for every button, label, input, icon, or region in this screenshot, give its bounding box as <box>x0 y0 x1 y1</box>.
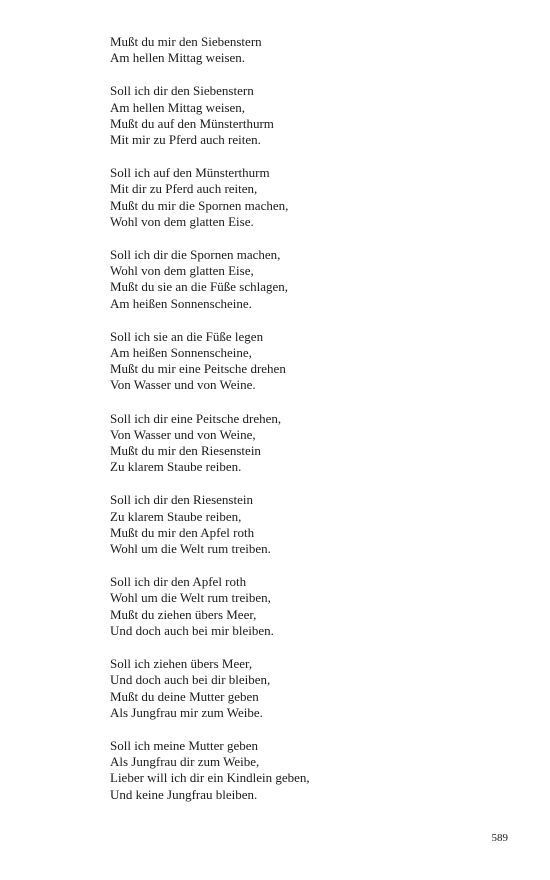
verse-line: Mußt du mir den Riesenstein <box>110 443 261 459</box>
verse-line: Mußt du auf den Münsterthurm <box>110 115 274 131</box>
verse-line: Soll ich dir eine Peitsche drehen, <box>110 410 282 426</box>
verse-line: Mußt du ziehen übers Meer, <box>110 606 257 622</box>
stanza-10 <box>110 738 530 803</box>
verse-line: Mit mir zu Pferd auch reiten. <box>110 132 261 148</box>
stanza-4 <box>110 247 530 312</box>
verse-line: Am hellen Mittag weisen, <box>110 99 246 115</box>
stanza-1 <box>110 34 530 66</box>
verse-line: Mußt du sie an die Füße schlagen, <box>110 279 288 295</box>
stanza-7 <box>110 492 530 557</box>
verse-line: Und doch auch bei mir bleiben. <box>110 622 274 638</box>
verse-line: Wohl um die Welt rum treiben, <box>110 590 271 606</box>
verse-line: Von Wasser und von Weine, <box>110 426 256 442</box>
verse-line: Wohl von dem glatten Eise. <box>110 213 254 229</box>
poem-body <box>110 34 530 820</box>
page-number: 589 <box>491 832 508 844</box>
verse-line: Am heißen Sonnenscheine, <box>110 345 252 361</box>
verse-line: Zu klarem Staube reiben, <box>110 508 242 524</box>
verse-line: Soll ich auf den Münsterthurm <box>110 165 270 181</box>
verse-line: Soll ich ziehen übers Meer, <box>110 656 253 672</box>
verse-line: Als Jungfrau dir zum Weibe, <box>110 754 260 770</box>
verse-line: Am heißen Sonnenscheine. <box>110 295 252 311</box>
stanza-6 <box>110 411 530 476</box>
verse-line: Soll ich meine Mutter geben <box>110 737 259 753</box>
verse-line: Mit dir zu Pferd auch reiten, <box>110 181 258 197</box>
stanza-2 <box>110 83 530 148</box>
verse-line: Zu klarem Staube reiben. <box>110 459 242 475</box>
verse-line: Soll ich dir den Riesenstein <box>110 492 253 508</box>
verse-line: Wohl um die Welt rum treiben. <box>110 541 271 557</box>
stanza-9 <box>110 656 530 721</box>
verse-line: Von Wasser und von Weine. <box>110 377 256 393</box>
verse-line: Mußt du mir den Apfel roth <box>110 524 255 540</box>
verse-line: Wohl von dem glatten Eise, <box>110 263 254 279</box>
verse-line: Mußt du mir den Siebenstern <box>110 34 262 49</box>
verse-line: Soll ich dir den Apfel roth <box>110 574 247 590</box>
verse-line: Lieber will ich dir ein Kindlein geben, <box>110 770 310 786</box>
verse-line: Soll ich sie an die Füße legen <box>110 328 264 344</box>
verse-line: Und keine Jungfrau bleiben. <box>110 786 258 802</box>
verse-line: Mußt du mir die Spornen machen, <box>110 197 289 213</box>
verse-line: Als Jungfrau mir zum Weibe. <box>110 704 263 720</box>
verse-line: Soll ich dir die Spornen machen, <box>110 247 281 263</box>
stanza-5 <box>110 329 530 394</box>
verse-line: Mußt du mir eine Peitsche drehen <box>110 361 286 377</box>
verse-line: Am hellen Mittag weisen. <box>110 50 246 66</box>
stanza-3 <box>110 165 530 230</box>
verse-line: Soll ich dir den Siebenstern <box>110 83 254 99</box>
stanza-8 <box>110 574 530 639</box>
verse-line: Und doch auch bei dir bleiben, <box>110 672 271 688</box>
verse-line: Mußt du deine Mutter geben <box>110 688 259 704</box>
